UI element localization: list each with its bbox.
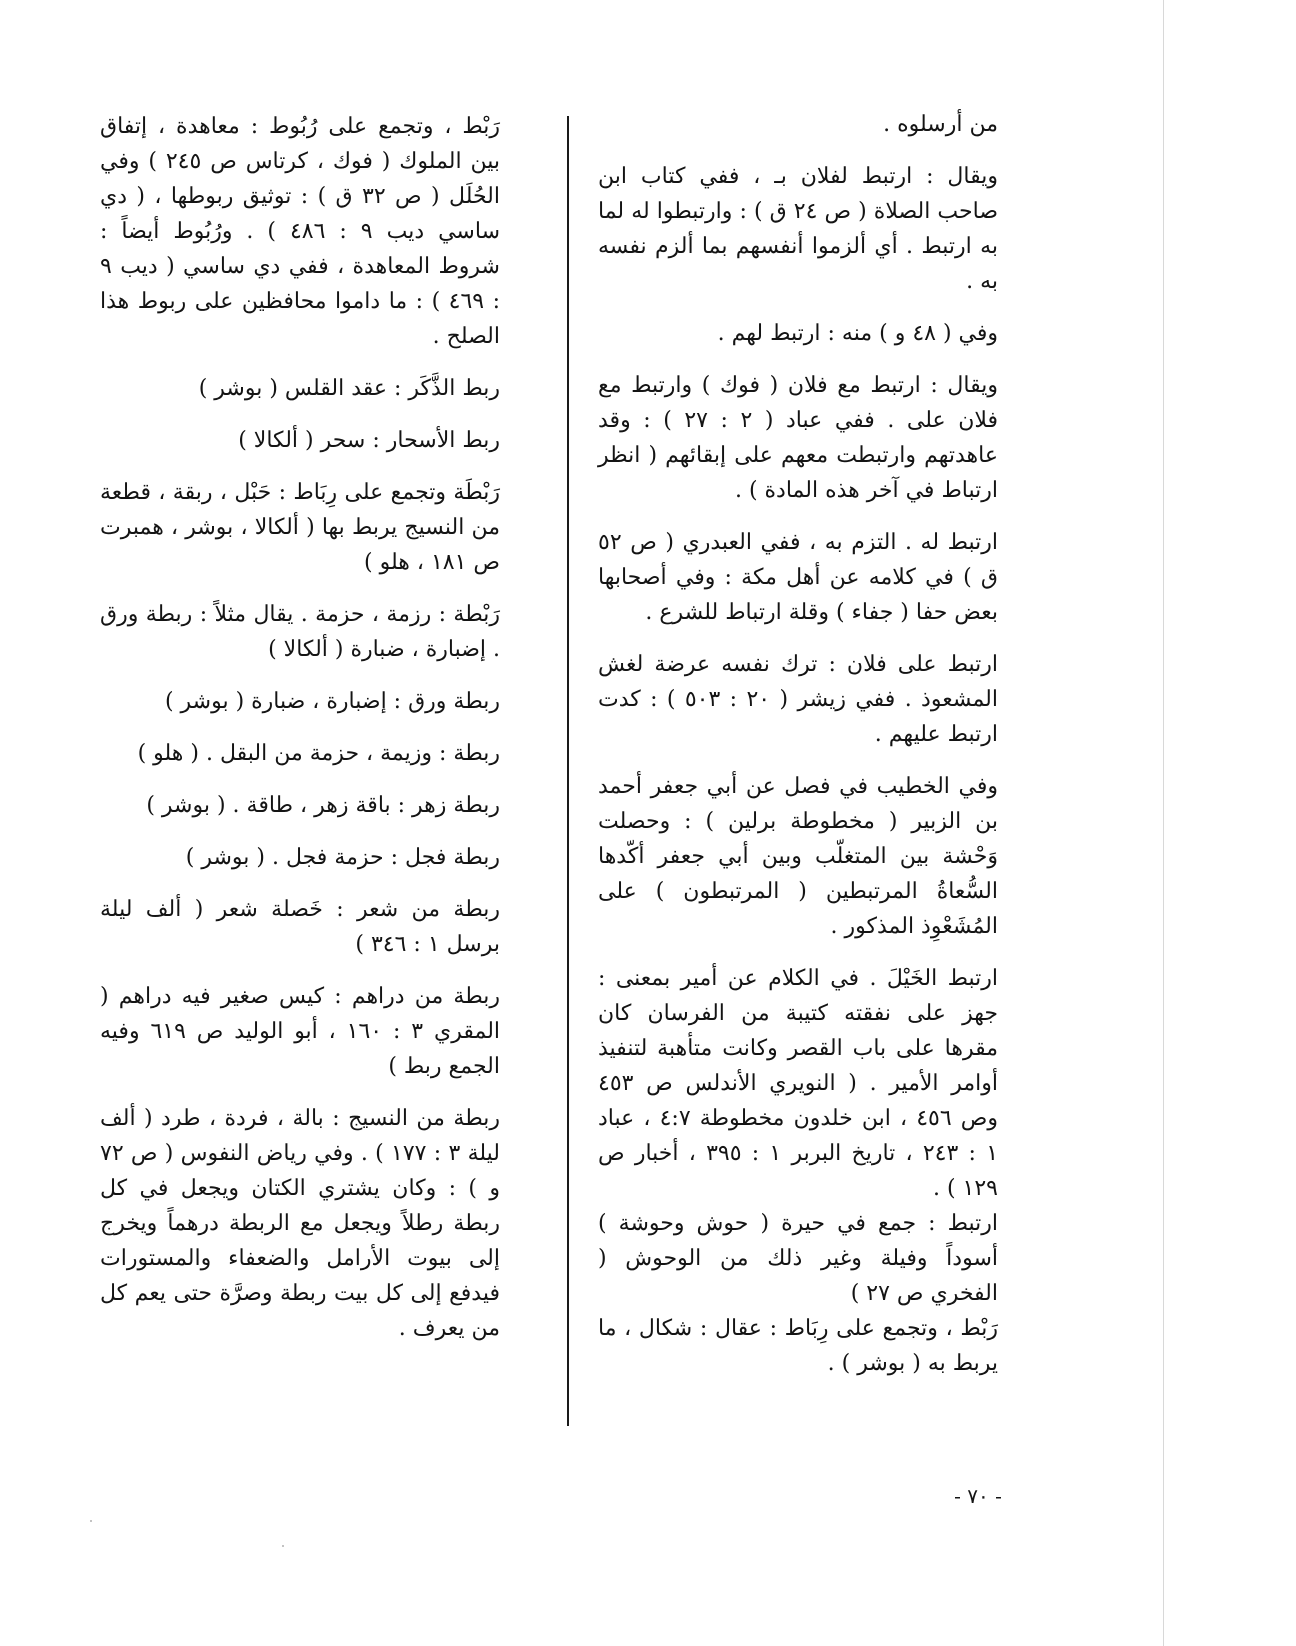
entry-paragraph: ربطة زهر : باقة زهر ، طاقة . ( بوشر ) <box>146 793 500 818</box>
entry-paragraph: ربطة من دراهم : كيس صغير فيه دراهم ( المقري ٣ : ١٦٠ ، أبو الوليد ص ٦١٩ وفيه الجمع ربط ) <box>100 984 501 1079</box>
entry-paragraph: رَبْط ، وتجمع على رُبُوط : معاهدة ، إتفاق بين الملوك ( فوك ، كرتاس ص ٢٤٥ ) وفي الحُلَل ( ص ٣٢ ق ) : توثيق ربوطها ، ( دي ساسي ديب ٩ : ٤٨٦ ) . ورُبُوط أيضاً : شروط المعاهدة ، ففي دي ساسي ( ديب ٩ : ٤٦٩ ) : ما داموا محافظين على ربوط هذا الصلح . <box>100 114 501 349</box>
left-column <box>100 109 500 1363</box>
entry-paragraph: ربط الأسحار : سحر ( ألكالا ) <box>238 428 500 453</box>
entry-paragraph: ويقال : ارتبط مع فلان ( فوك ) وارتبط مع فلان على . ففي عباد ( ٢ : ٢٧ ) : وقد عاهدتهم وارتبطت معهم على إبقائهم ( انظر ارتباط في آخر هذه المادة ) . <box>598 373 998 503</box>
column-divider <box>567 116 569 1426</box>
entry-paragraph: ربطة من النسيج : بالة ، فردة ، طرد ( ألف ليلة ٣ : ١٧٧ ) . وفي رياض النفوس ( ص ٧٢ و ) : وكان يشتري الكتان ويجعل في كل ربطة رطلاً ويجعل مع الربطة درهماً ويخرج إلى بيوت الأرامل والضعفاء والمستورات فيدفع إلى كل بيت ربطة وصرَّة حتى يعم كل من يعرف . <box>100 1106 500 1341</box>
entry-paragraph: رَبْطة : رزمة ، حزمة . يقال مثلاً : ربطة ورق . إضبارة ، ضبارة ( ألكالا ) <box>100 602 500 662</box>
entry-paragraph: ارتبط الخَيْلَ . في الكلام عن أمير بمعنى : جهز على نفقته كتيبة من الفرسان كان مقرها على باب القصر وكانت متأهبة لتنفيذ أوامر الأمير . ( النويري الأندلس ص ٤٥٣ وص ٤٥٦ ، ابن خلدون مخطوطة ٤:٧ ، عباد ١ : ٢٤٣ ، تاريخ البربر ١ : ٣٩٥ ، أخبار ص ١٢٩ ) . <box>598 966 999 1201</box>
entry-paragraph: ربطة من شعر : خَصلة شعر ( ألف ليلة برسل ١ : ٣٤٦ ) <box>100 897 500 957</box>
entry-paragraph: رَبْطَة وتجمع على رِبَاط : حَبْل ، ربقة ، قطعة من النسيج يربط بها ( ألكالا ، بوشر ، همبرت ص ١٨١ ، هلو ) <box>100 480 500 575</box>
scan-speck <box>282 1545 284 1547</box>
entry-paragraph: ربطة فجل : حزمة فجل . ( بوشر ) <box>185 845 500 870</box>
entry-paragraph: وفي ( ٤٨ و ) منه : ارتبط لهم . <box>717 321 998 346</box>
entry-paragraph: ارتبط له . التزم به ، ففي العبدري ( ص ٥٢ ق ) في كلامه عن أهل مكة : وفي أصحابها بعض حفا ( جفاء ) وقلة ارتباط للشرع . <box>598 530 998 625</box>
entry-paragraph: ربطة : وزيمة ، حزمة من البقل . ( هلو ) <box>137 741 500 766</box>
scan-speck <box>90 1520 92 1522</box>
entry-paragraph: ارتبط : جمع في حيرة ( حوش وحوشة ) أسوداً وفيلة وغير ذلك من الوحوش ( الفخري ص ٢٧ ) <box>598 1211 998 1306</box>
entry-paragraph: ارتبط على فلان : ترك نفسه عرضة لغش المشعوذ . ففي زيشر ( ٢٠ : ٥٠٣ ) : كدت ارتبط عليهم . <box>598 652 998 747</box>
entry-paragraph: ويقال : ارتبط لفلان بـ ، ففي كتاب ابن صاحب الصلاة ( ص ٢٤ ق ) : وارتبطوا له لما به ارتبط . أي ألزموا أنفسهم بما ألزم نفسه به . <box>598 164 998 294</box>
right-column <box>598 107 998 1398</box>
page-number: - ٧٠ - <box>954 1484 1002 1508</box>
page-edge-shadow <box>1163 0 1164 1646</box>
entry-paragraph: رَبْط ، وتجمع على رِبَاط : عقال : شكال ، ما يربط به ( بوشر ) . <box>598 1316 998 1376</box>
entry-paragraph: وفي الخطيب في فصل عن أبي جعفر أحمد بن الزبير ( مخطوطة برلين ) : وحصلت وَحْشة بين المتغلّب وبين أبي جعفر أكّدها السُّعاةُ المرتبطين ( المرتبطون ) على المُشَعْوِذ المذكور . <box>598 774 998 939</box>
entry-paragraph: ربطة ورق : إضبارة ، ضبارة ( بوشر ) <box>164 689 500 714</box>
entry-paragraph: ربط الذَّكَر : عقد القلس ( بوشر ) <box>198 376 500 401</box>
entry-paragraph: من أرسلوه . <box>883 112 998 137</box>
